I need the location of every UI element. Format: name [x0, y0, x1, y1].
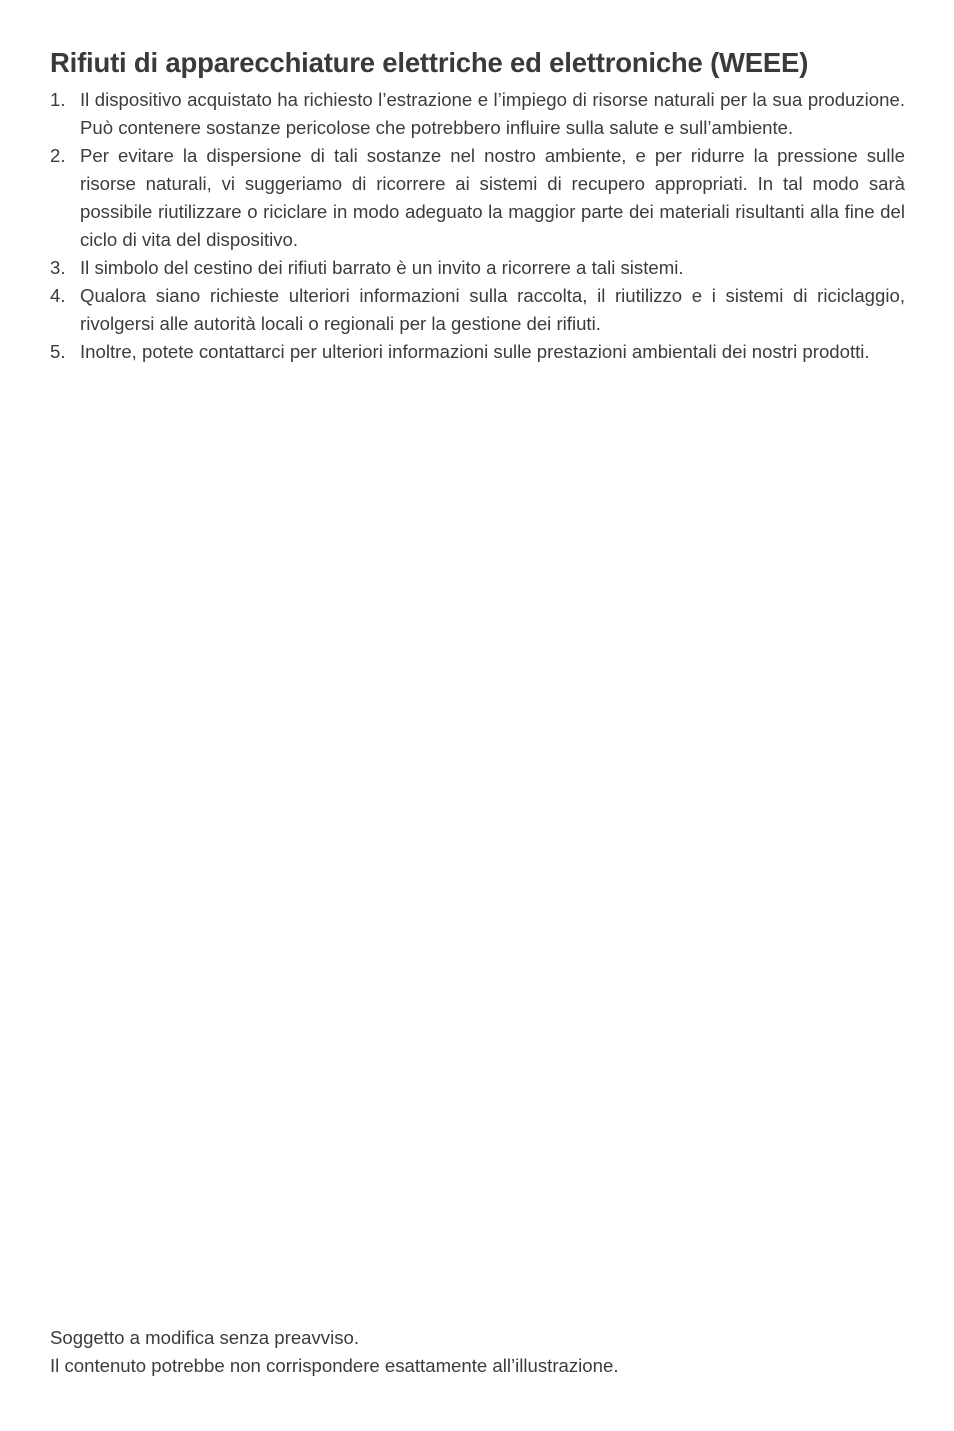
- list-item-number: 2.: [50, 145, 66, 166]
- list-item: [50, 254, 905, 282]
- list-item-text: Il simbolo del cestino dei rifiuti barrato è un invito a ricorrere a tali sistemi.: [80, 257, 684, 278]
- list-item-number: 1.: [50, 89, 66, 110]
- list-item: [50, 338, 905, 366]
- list-item: [50, 282, 905, 338]
- weee-instructions-list: [50, 86, 905, 366]
- footer-disclaimer-illustration: Il contenuto potrebbe non corrispondere esattamente all’illustrazione.: [50, 1355, 619, 1376]
- list-item: [50, 86, 905, 142]
- list-item-number: 4.: [50, 285, 66, 306]
- list-item-number: 5.: [50, 341, 66, 362]
- page-title: Rifiuti di apparecchiature elettriche ed elettroniche (WEEE): [50, 47, 809, 78]
- weee-section: [50, 44, 905, 366]
- list-item: [50, 142, 905, 254]
- footer-notice: [50, 1324, 910, 1380]
- footer-disclaimer-change: Soggetto a modifica senza preavviso.: [50, 1327, 360, 1348]
- list-item-number: 3.: [50, 257, 66, 278]
- list-item-text: Inoltre, potete contattarci per ulteriori informazioni sulle prestazioni ambientali dei nostri prodotti.: [80, 341, 870, 362]
- list-item-text: Per evitare la dispersione di tali sostanze nel nostro ambiente, e per ridurre la pressione sulle risorse naturali, vi suggeriamo di ricorrere ai sistemi di recupero appropriati. In tal modo sarà possibile riutilizzare o riciclare in modo adeguato la maggior parte dei materiali risultanti alla fine del ciclo di vita del dispositivo.: [80, 145, 905, 250]
- list-item-text: Qualora siano richieste ulteriori informazioni sulla raccolta, il riutilizzo e i sistemi di riciclaggio, rivolgersi alle autorità locali o regionali per la gestione dei rifiuti.: [80, 285, 905, 334]
- list-item-text: Il dispositivo acquistato ha richiesto l’estrazione e l’impiego di risorse naturali per la sua produzione. Può contenere sostanze pericolose che potrebbero influire sulla salute e sull’ambiente.: [80, 89, 905, 138]
